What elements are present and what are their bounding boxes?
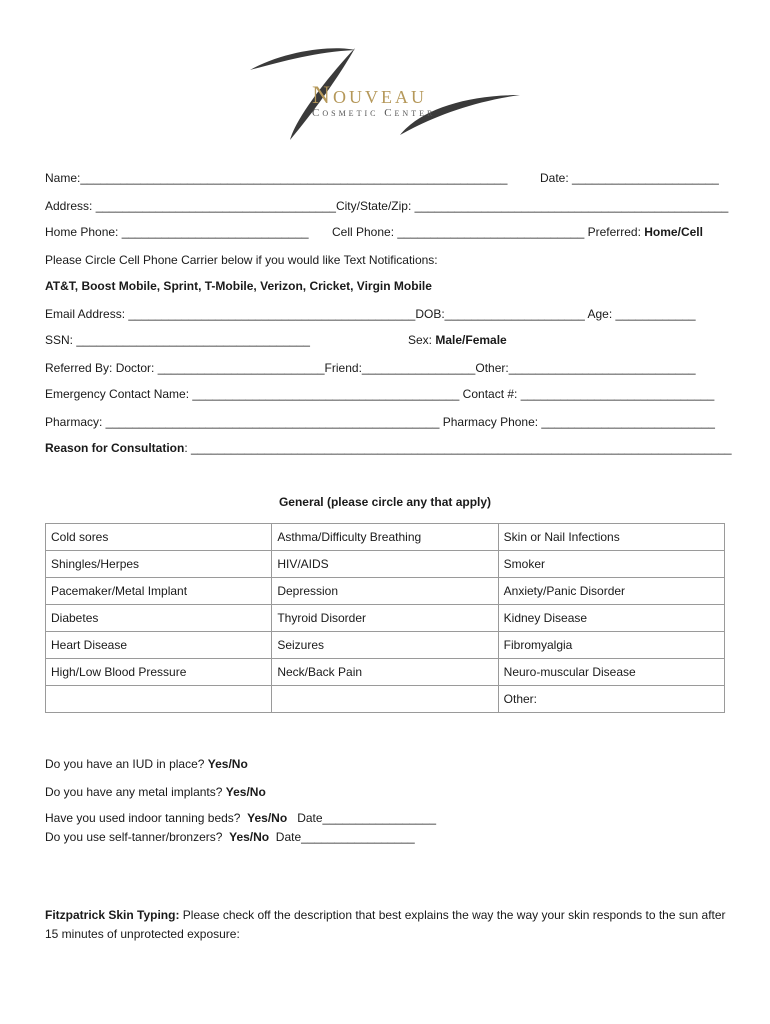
selftan-question[interactable] bbox=[45, 829, 415, 845]
name-field[interactable]: Name:________________________________________________________________ bbox=[45, 171, 508, 185]
logo-subtitle: Cosmetic Center bbox=[312, 107, 436, 119]
carrier-prompt: Please Circle Cell Phone Carrier below if you would like Text Notifications: bbox=[45, 253, 438, 267]
metal-question-text: Do you have any metal implants? bbox=[45, 785, 226, 799]
condition-cell[interactable]: Thyroid Disorder bbox=[272, 605, 498, 632]
reason-field[interactable] bbox=[45, 440, 732, 456]
fitzpatrick-paragraph bbox=[45, 906, 730, 944]
emergency-contact-field[interactable]: Emergency Contact Name: ________________________________________ Contact #: _____________________________ bbox=[45, 387, 715, 401]
reason-label: Reason for Consultation bbox=[45, 441, 185, 455]
condition-cell[interactable]: Shingles/Herpes bbox=[46, 551, 272, 578]
pharmacy-field[interactable]: Pharmacy: __________________________________________________ Pharmacy Phone: __________________________ bbox=[45, 415, 715, 429]
date-field[interactable]: Date: ______________________ bbox=[540, 171, 719, 185]
email-dob-age-field[interactable]: Email Address: ___________________________________________DOB:_____________________ Age: ____________ bbox=[45, 307, 696, 321]
selftan-answer[interactable]: Yes/No bbox=[229, 830, 270, 844]
condition-cell[interactable]: Skin or Nail Infections bbox=[498, 524, 724, 551]
address-field[interactable]: Address: ____________________________________City/State/Zip: _______________________________________________ bbox=[45, 199, 729, 213]
conditions-table bbox=[45, 523, 725, 713]
fitzpatrick-text: Please check off the description that best explains the way the way your skin responds to the sun after 15 minutes of unprotected exposure: bbox=[45, 908, 726, 941]
sex-label: Sex: bbox=[408, 333, 436, 347]
metal-question[interactable] bbox=[45, 784, 266, 800]
logo-title: Nouveau bbox=[312, 82, 428, 109]
condition-cell[interactable]: Cold sores bbox=[46, 524, 272, 551]
ssn-field[interactable]: SSN: ___________________________________ bbox=[45, 333, 310, 347]
fitzpatrick-label: Fitzpatrick Skin Typing: bbox=[45, 908, 180, 922]
condition-cell[interactable]: Diabetes bbox=[46, 605, 272, 632]
sex-value[interactable]: Male/Female bbox=[435, 333, 507, 347]
iud-answer[interactable]: Yes/No bbox=[207, 757, 248, 771]
reason-line[interactable]: : _________________________________________________________________________________ bbox=[184, 441, 732, 455]
condition-cell[interactable]: HIV/AIDS bbox=[272, 551, 498, 578]
table-row bbox=[46, 632, 725, 659]
table-row bbox=[46, 659, 725, 686]
tanning-date[interactable]: Date_________________ bbox=[287, 811, 436, 825]
table-row bbox=[46, 551, 725, 578]
selftan-date[interactable]: Date_________________ bbox=[269, 830, 415, 844]
condition-cell bbox=[46, 686, 272, 713]
preferred-value[interactable]: Home/Cell bbox=[644, 225, 703, 239]
home-phone-field[interactable]: Home Phone: ____________________________ bbox=[45, 225, 309, 239]
condition-cell[interactable]: Fibromyalgia bbox=[498, 632, 724, 659]
condition-cell[interactable]: Heart Disease bbox=[46, 632, 272, 659]
condition-cell[interactable]: Asthma/Difficulty Breathing bbox=[272, 524, 498, 551]
condition-cell[interactable]: Anxiety/Panic Disorder bbox=[498, 578, 724, 605]
iud-question-text: Do you have an IUD in place? bbox=[45, 757, 208, 771]
table-row bbox=[46, 605, 725, 632]
condition-cell[interactable]: Pacemaker/Metal Implant bbox=[46, 578, 272, 605]
cell-phone-label: Cell Phone: ____________________________ Preferred: bbox=[332, 225, 645, 239]
referred-field[interactable]: Referred By: Doctor: _________________________Friend:_________________Other:____________________________ bbox=[45, 361, 696, 375]
condition-cell[interactable]: Neuro-muscular Disease bbox=[498, 659, 724, 686]
selftan-question-text: Do you use self-tanner/bronzers? bbox=[45, 830, 230, 844]
table-row bbox=[46, 686, 725, 713]
condition-cell[interactable]: High/Low Blood Pressure bbox=[46, 659, 272, 686]
condition-cell bbox=[272, 686, 498, 713]
tanning-answer[interactable]: Yes/No bbox=[247, 811, 288, 825]
tanning-question-text: Have you used indoor tanning beds? bbox=[45, 811, 248, 825]
sex-field[interactable] bbox=[408, 332, 507, 348]
tanning-question[interactable] bbox=[45, 810, 436, 826]
cell-phone-field[interactable] bbox=[332, 224, 703, 240]
table-row bbox=[46, 524, 725, 551]
iud-question[interactable] bbox=[45, 756, 248, 772]
table-row bbox=[46, 578, 725, 605]
condition-cell[interactable]: Other: bbox=[498, 686, 724, 713]
general-heading: General (please circle any that apply) bbox=[278, 495, 492, 509]
condition-cell[interactable]: Depression bbox=[272, 578, 498, 605]
condition-cell[interactable]: Neck/Back Pain bbox=[272, 659, 498, 686]
condition-cell[interactable]: Seizures bbox=[272, 632, 498, 659]
carrier-list[interactable]: AT&T, Boost Mobile, Sprint, T-Mobile, Verizon, Cricket, Virgin Mobile bbox=[45, 279, 432, 293]
condition-cell[interactable]: Kidney Disease bbox=[498, 605, 724, 632]
metal-answer[interactable]: Yes/No bbox=[225, 785, 266, 799]
condition-cell[interactable]: Smoker bbox=[498, 551, 724, 578]
